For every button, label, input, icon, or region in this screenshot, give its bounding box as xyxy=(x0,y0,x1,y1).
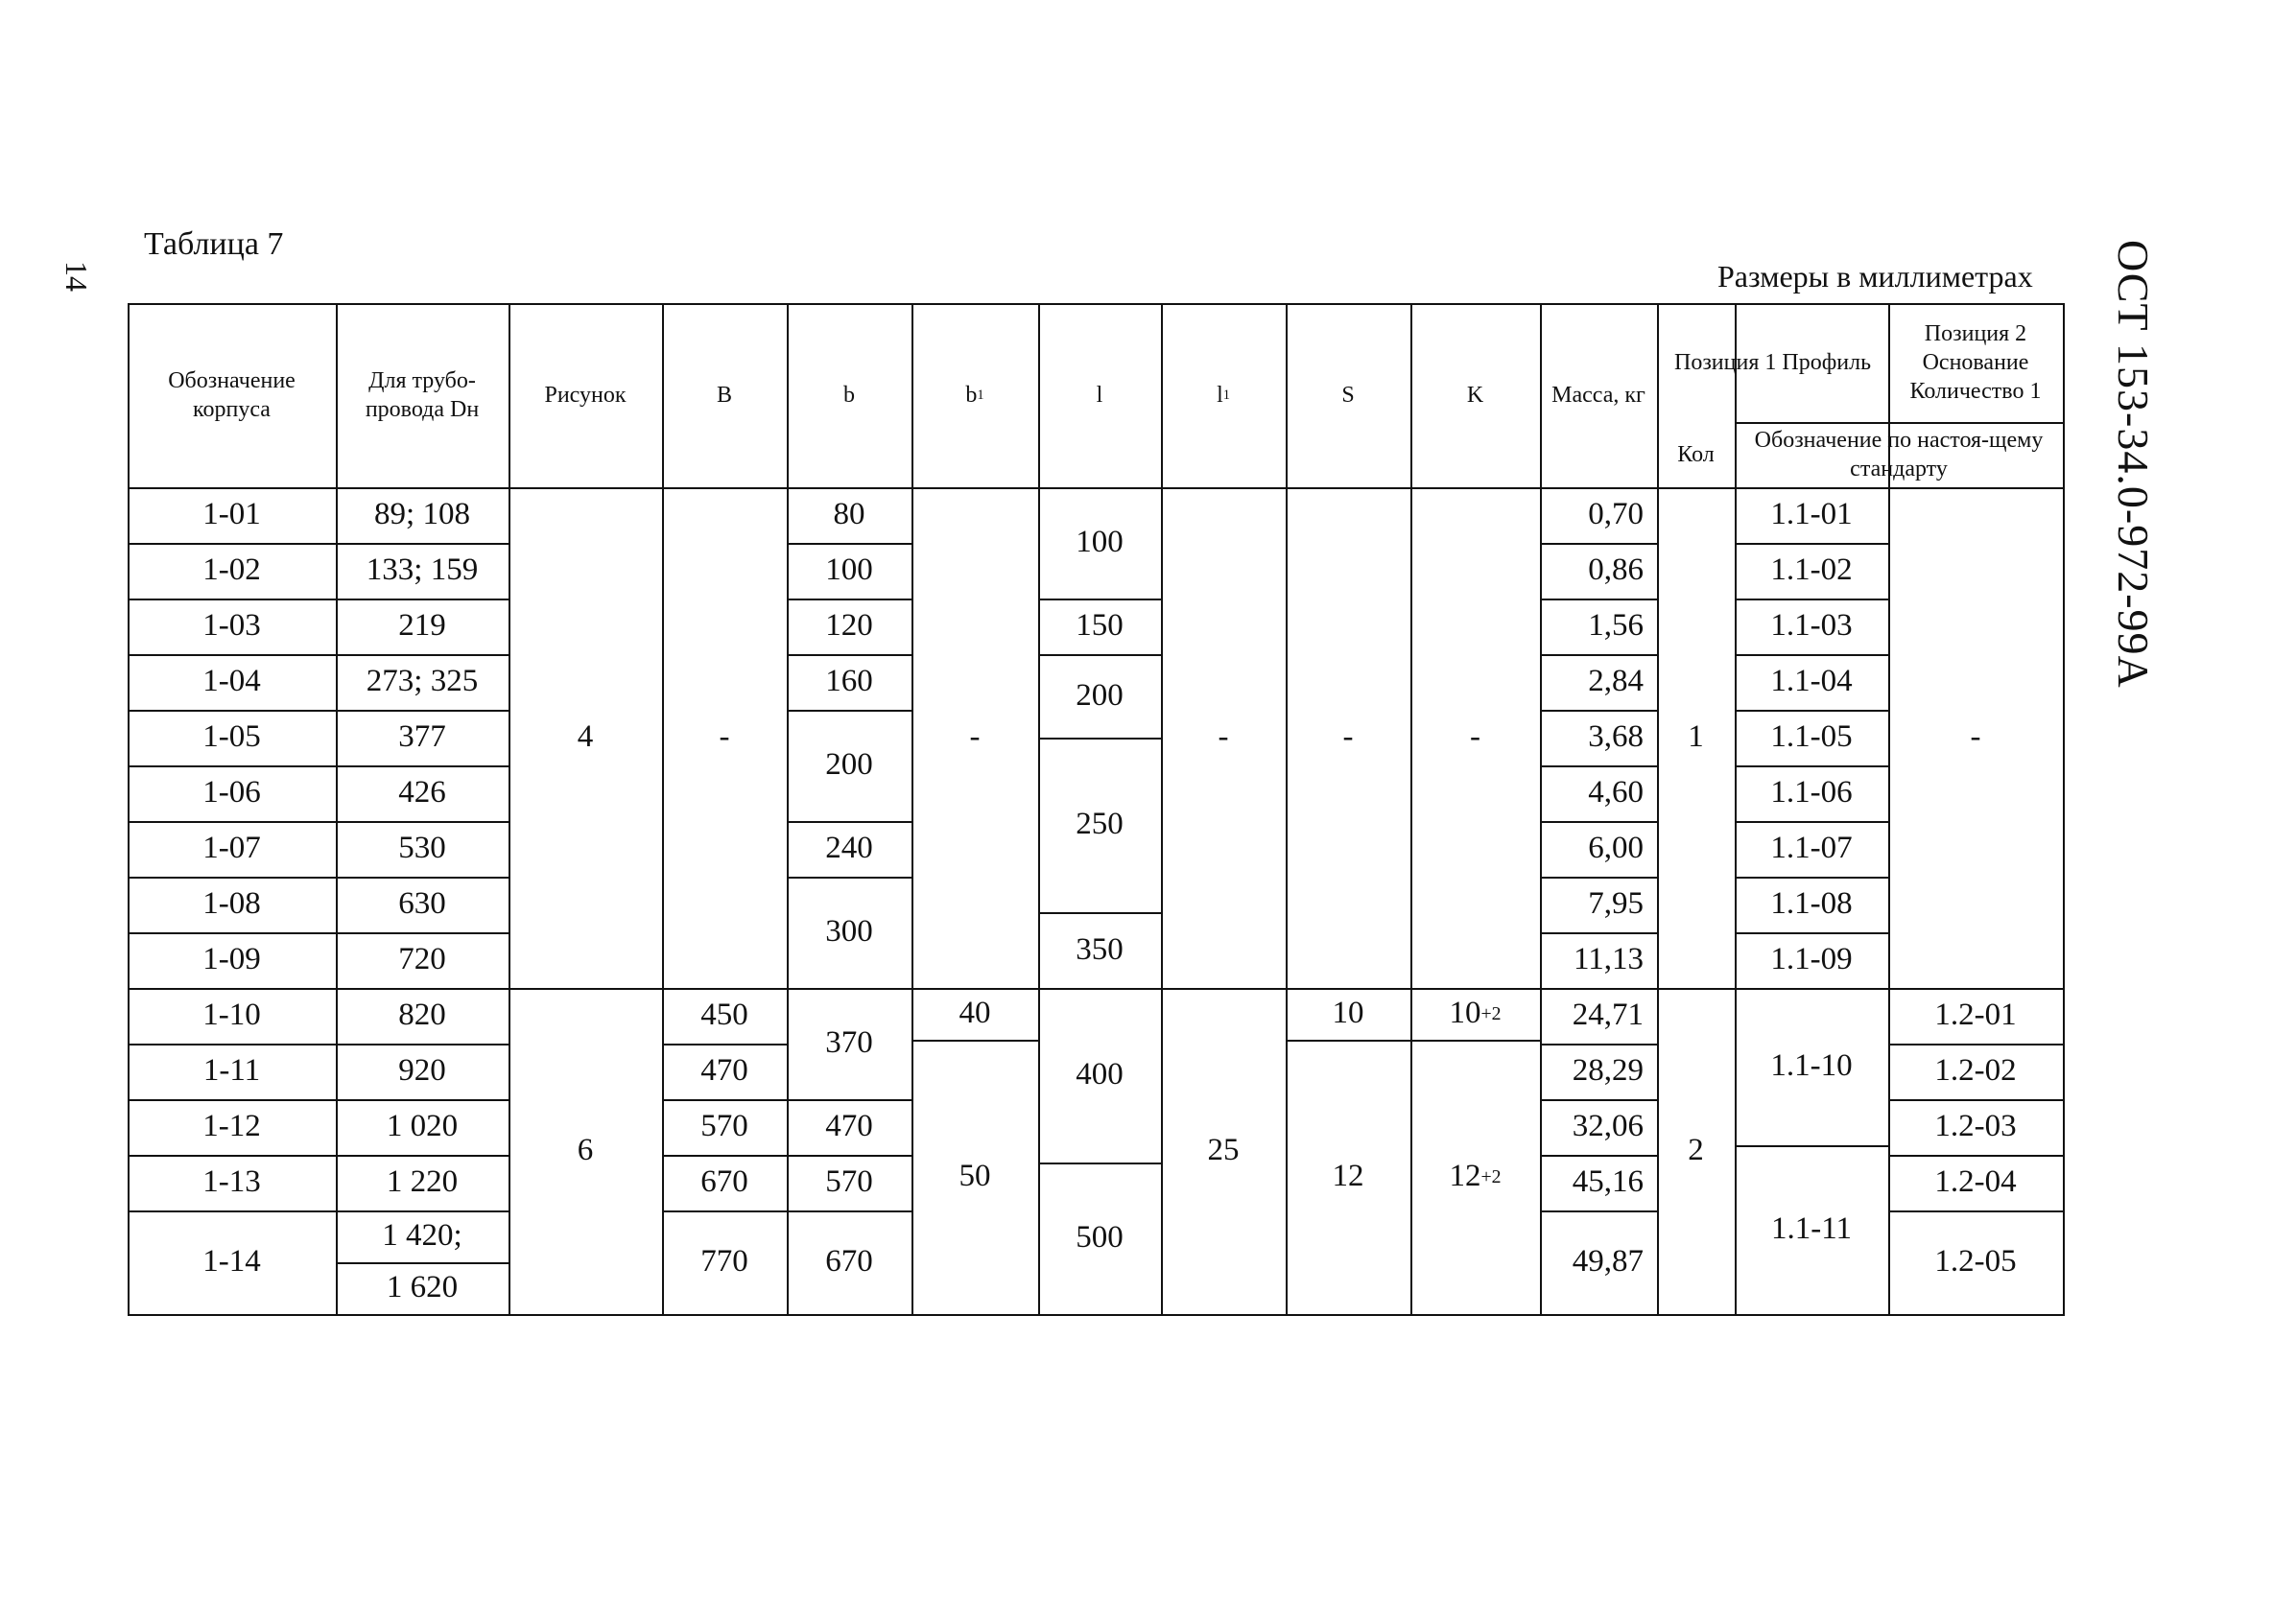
position-1-designation: 1.1-04 xyxy=(1770,664,1853,699)
b-value: 160 xyxy=(825,664,873,699)
position-2-designation: 1.2-02 xyxy=(1934,1053,2017,1089)
b-value: 80 xyxy=(833,497,865,532)
position-1-designation: 1.1-02 xyxy=(1770,552,1853,588)
position-1-designation: 1.1-03 xyxy=(1770,608,1853,644)
position-2-designation: 1.2-04 xyxy=(1934,1164,2017,1200)
B-value: 570 xyxy=(700,1109,748,1144)
row-designation: 1-01 xyxy=(202,497,261,532)
row-pipeline-dn: 630 xyxy=(398,886,446,922)
l1-value: - xyxy=(1218,719,1229,755)
row-mass: 32,06 xyxy=(1572,1109,1644,1144)
position-1-designation: 1.1-11 xyxy=(1770,1211,1852,1247)
header-S: S xyxy=(1341,383,1355,408)
table-bottom-rule xyxy=(128,1314,2065,1316)
header-figure: Рисунок xyxy=(544,383,627,408)
row-pipeline-dn: 820 xyxy=(398,998,446,1033)
quantity-value: 1 xyxy=(1688,719,1704,755)
position-1-designation: 1.1-08 xyxy=(1770,886,1853,922)
row-mass: 1,56 xyxy=(1588,608,1644,644)
header-pipeline: Для трубо-провода Dн xyxy=(365,368,480,422)
header-K: K xyxy=(1466,383,1484,408)
row-mass: 28,29 xyxy=(1572,1053,1644,1089)
row-pipeline-dn: 89; 108 xyxy=(374,497,470,532)
b-value: 240 xyxy=(825,831,873,866)
row-mass: 3,68 xyxy=(1588,719,1644,755)
B-value: - xyxy=(719,719,730,755)
units-note: Размеры в миллиметрах xyxy=(1717,259,2033,294)
b-value: 100 xyxy=(825,552,873,588)
row-pipeline-dn: 720 xyxy=(398,942,446,977)
l-value: 250 xyxy=(1076,807,1124,842)
b-value: 470 xyxy=(825,1109,873,1144)
quantity-value: 2 xyxy=(1688,1133,1704,1168)
position-1-designation: 1.1-09 xyxy=(1770,942,1853,977)
row-pipeline-dn: 219 xyxy=(398,608,446,644)
document-code: ОСТ 153-34.0-972-99А xyxy=(2109,240,2158,689)
header-l: l xyxy=(1096,383,1103,408)
position-2-designation: 1.2-03 xyxy=(1934,1109,2017,1144)
l-value: 500 xyxy=(1076,1220,1124,1256)
b-value: 120 xyxy=(825,608,873,644)
figure-number: 6 xyxy=(577,1133,594,1168)
B-value: 470 xyxy=(700,1053,748,1089)
header-B: B xyxy=(716,383,732,408)
S-value: 12 xyxy=(1332,1159,1364,1194)
row-pipeline-dn: 920 xyxy=(398,1053,446,1089)
header-standard-designation: Обозначение по настоя-щему стандарту xyxy=(1754,428,2044,482)
row-designation: 1-03 xyxy=(202,608,261,644)
position-1-designation: 1.1-07 xyxy=(1770,831,1853,866)
b-value: 570 xyxy=(825,1164,873,1200)
b-value: 200 xyxy=(825,747,873,783)
row-mass: 6,00 xyxy=(1588,831,1644,866)
K-value: - xyxy=(1470,719,1480,755)
row-pipeline-dn: 133; 159 xyxy=(366,552,479,588)
b1-value: - xyxy=(969,719,981,755)
l1-value: 25 xyxy=(1207,1133,1240,1168)
b-value: 370 xyxy=(825,1025,873,1061)
header-b: b xyxy=(843,383,855,408)
b-value: 670 xyxy=(825,1244,873,1280)
position-1-designation: 1.1-10 xyxy=(1770,1048,1853,1084)
row-mass: 7,95 xyxy=(1588,886,1644,922)
page-number: 14 xyxy=(59,261,94,292)
row-mass: 11,13 xyxy=(1573,942,1644,977)
row-designation: 1-13 xyxy=(202,1164,261,1200)
l-value: 400 xyxy=(1076,1057,1124,1092)
S-value: 10 xyxy=(1332,996,1364,1031)
row-pipeline-dn: 1 420; xyxy=(382,1218,462,1254)
row-mass: 49,87 xyxy=(1572,1244,1644,1280)
row-designation: 1-04 xyxy=(202,664,261,699)
header-quantity: Кол xyxy=(1677,442,1715,467)
row-mass: 4,60 xyxy=(1588,775,1644,810)
row-designation: 1-08 xyxy=(202,886,261,922)
row-designation: 1-10 xyxy=(202,998,261,1033)
row-designation: 1-06 xyxy=(202,775,261,810)
S-value: - xyxy=(1342,719,1354,755)
position-1-designation: 1.1-06 xyxy=(1770,775,1853,810)
b1-value: 50 xyxy=(959,1159,991,1194)
row-mass: 24,71 xyxy=(1572,998,1644,1033)
row-pipeline-dn: 377 xyxy=(398,719,446,755)
header-mass: Масса, кг xyxy=(1551,383,1645,408)
row-designation: 1-07 xyxy=(202,831,261,866)
position-1-designation: 1.1-01 xyxy=(1770,497,1853,532)
column-rule xyxy=(2063,303,2065,1314)
row-designation: 1-11 xyxy=(202,1053,261,1089)
header-b1: b 1 xyxy=(965,383,984,408)
K-value: 12 +2 xyxy=(1449,1159,1502,1194)
header-l1: l 1 xyxy=(1217,383,1230,408)
row-pipeline-dn: 273; 325 xyxy=(366,664,479,699)
B-value: 770 xyxy=(700,1244,748,1280)
row-designation: 1-12 xyxy=(202,1109,261,1144)
row-pipeline-dn: 530 xyxy=(398,831,446,866)
row-designation: 1-09 xyxy=(202,942,261,977)
row-designation: 1-05 xyxy=(202,719,261,755)
l-value: 150 xyxy=(1076,608,1124,644)
row-pipeline-dn: 1 220 xyxy=(386,1164,459,1200)
B-value: 450 xyxy=(700,998,748,1033)
header-position-1: Позиция 1 Профиль xyxy=(1673,350,1872,375)
row-pipeline-dn: 426 xyxy=(398,775,446,810)
row-pipeline-dn: 1 620 xyxy=(386,1270,459,1305)
l-value: 350 xyxy=(1076,931,1124,967)
row-mass: 2,84 xyxy=(1588,664,1644,699)
header-designation: Обозначение корпуса xyxy=(168,368,296,422)
l-value: 100 xyxy=(1076,525,1124,560)
b-value: 300 xyxy=(825,914,873,950)
row-mass: 45,16 xyxy=(1572,1164,1644,1200)
row-mass: 0,86 xyxy=(1588,552,1644,588)
header-position-2: Позиция 2 Основание Количество 1 xyxy=(1909,321,2042,404)
position-2-value: - xyxy=(1970,719,1981,755)
row-designation: 1-14 xyxy=(202,1244,261,1280)
K-value: 10 +2 xyxy=(1449,996,1502,1031)
b1-value: 40 xyxy=(959,996,991,1031)
position-2-designation: 1.2-01 xyxy=(1934,998,2017,1033)
B-value: 670 xyxy=(700,1164,748,1200)
row-mass: 0,70 xyxy=(1588,497,1644,532)
l-value: 200 xyxy=(1076,677,1124,713)
position-2-designation: 1.2-05 xyxy=(1934,1244,2017,1280)
figure-number: 4 xyxy=(577,719,594,755)
table-caption: Таблица 7 xyxy=(144,226,284,262)
position-1-designation: 1.1-05 xyxy=(1770,719,1853,755)
row-designation: 1-02 xyxy=(202,552,261,588)
row-pipeline-dn: 1 020 xyxy=(386,1109,459,1144)
